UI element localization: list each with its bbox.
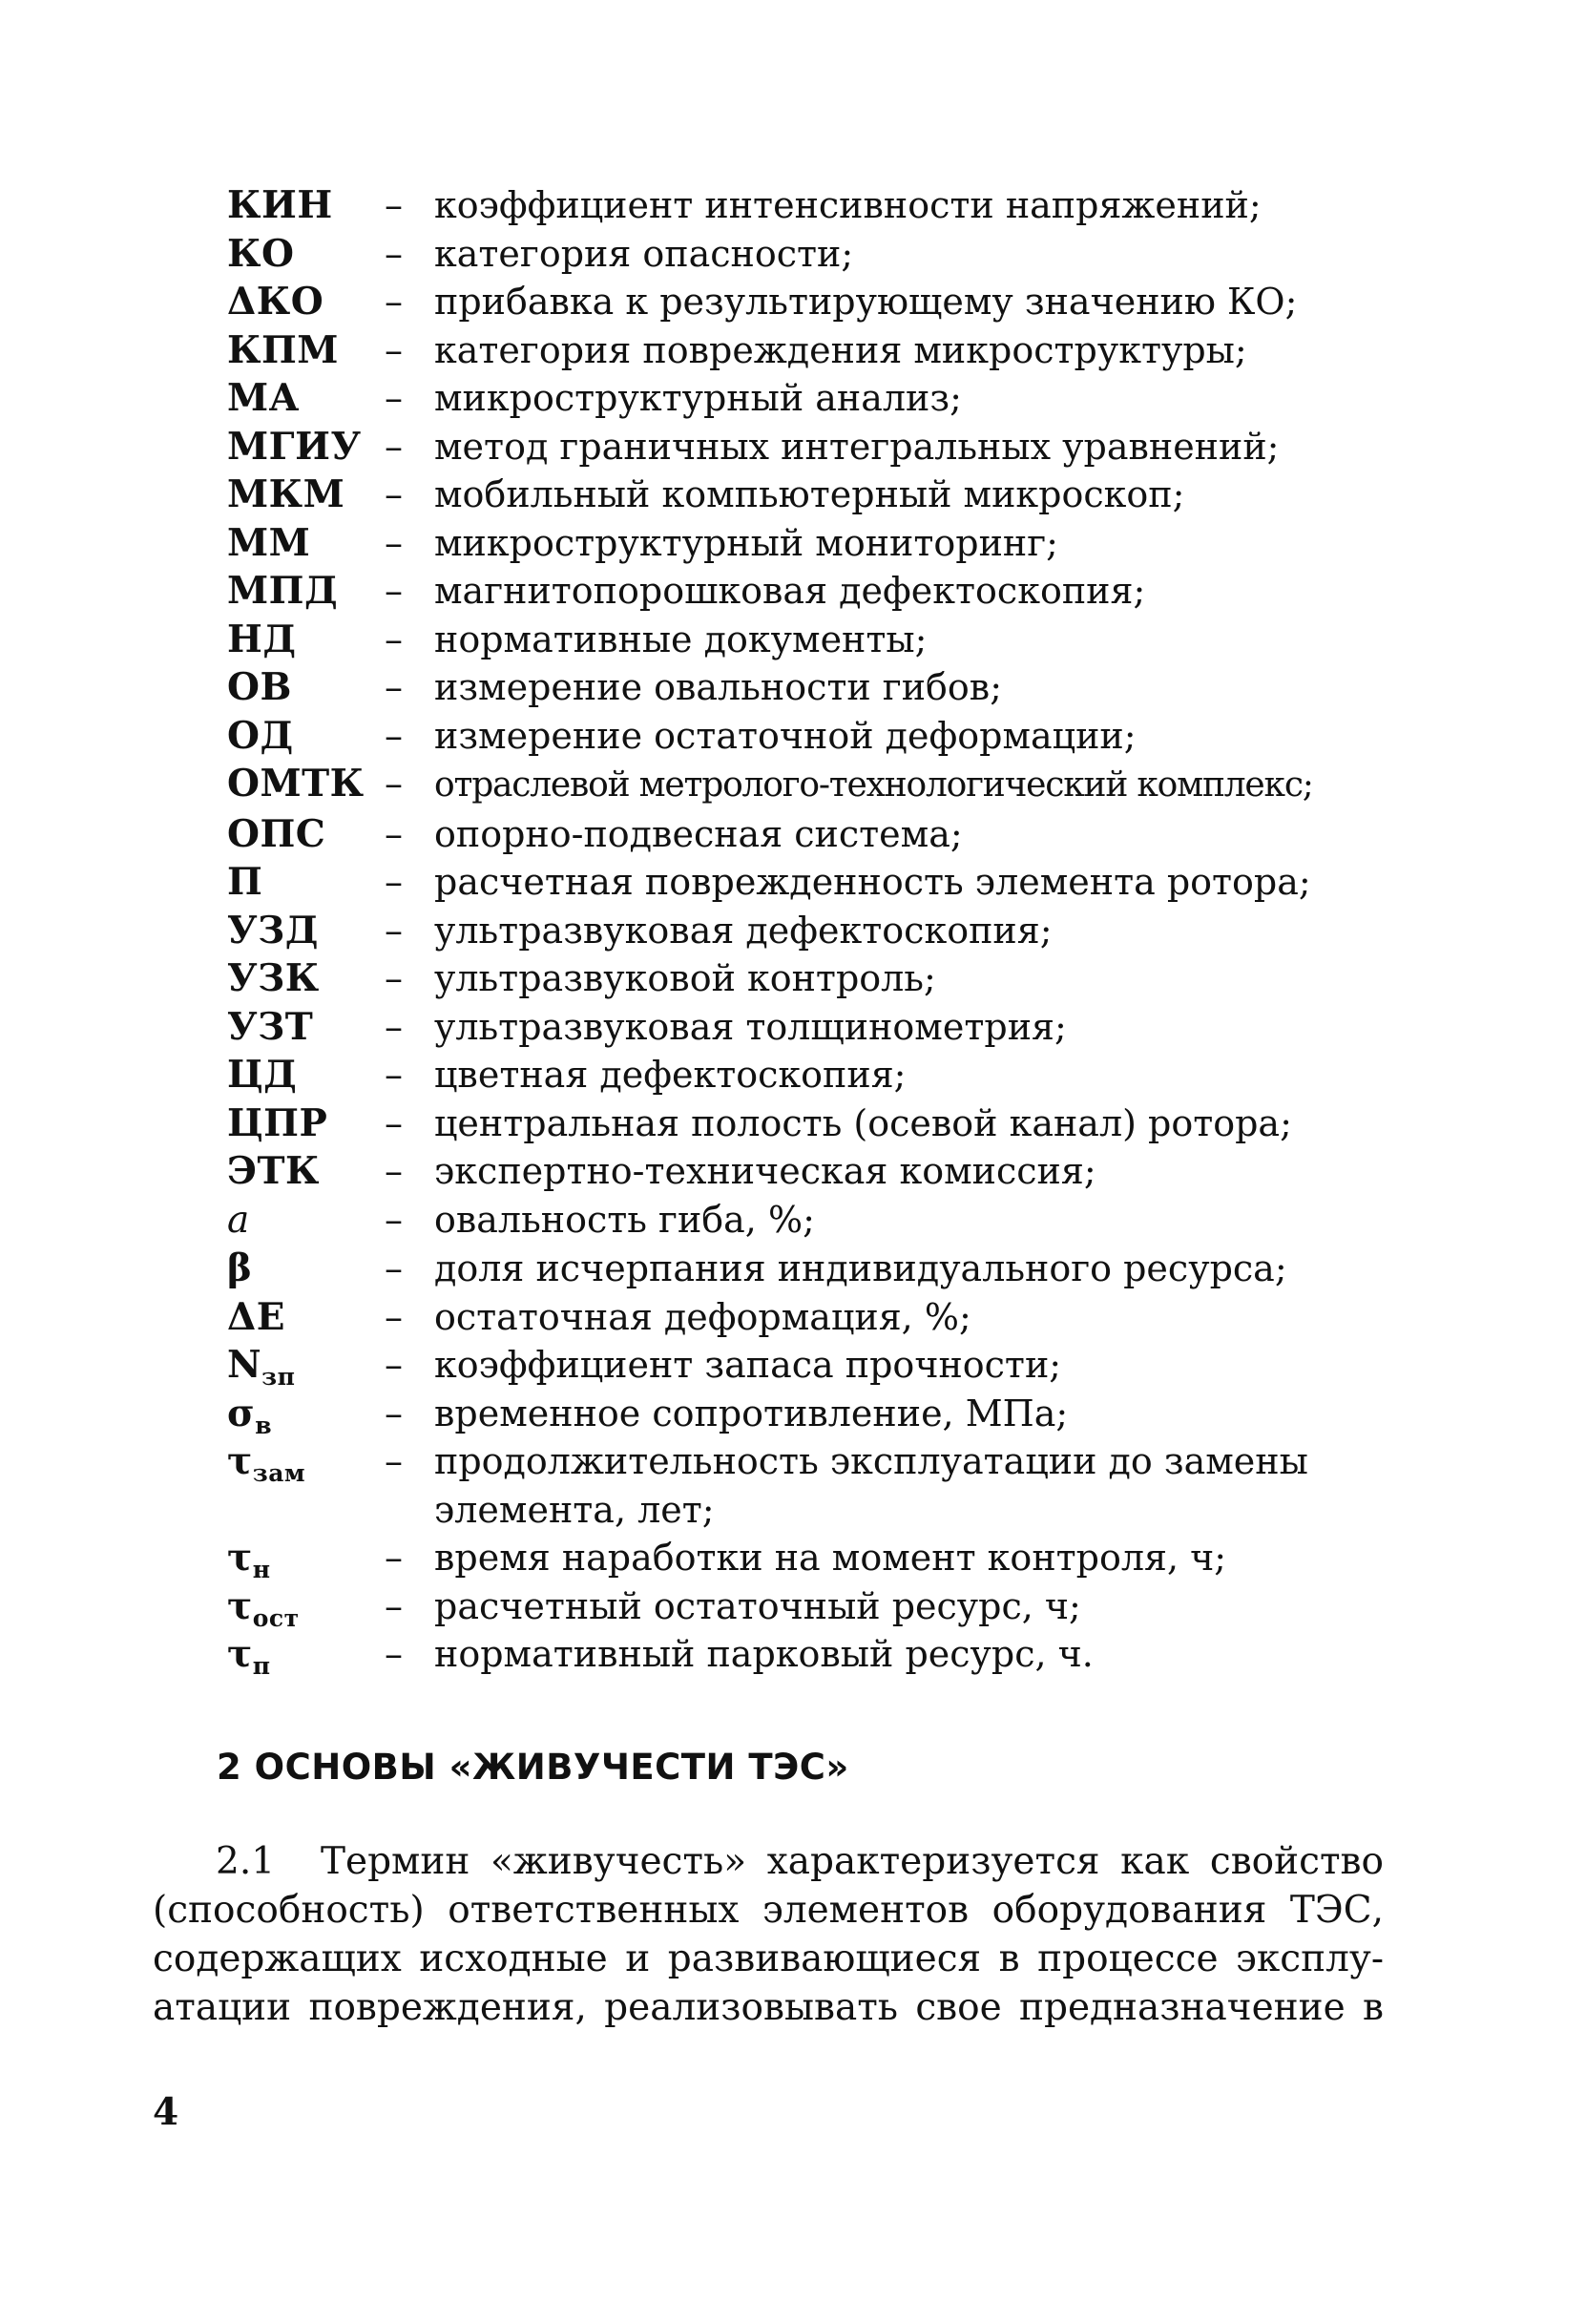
- abbreviation-symbol: ЦД: [227, 1053, 298, 1097]
- abbreviation-term: [227, 1051, 385, 1099]
- abbreviation-description: микроструктурный анализ;: [434, 377, 962, 419]
- abbreviation-description: нормативный парковый ресурс, ч.: [434, 1633, 1094, 1675]
- abbreviation-term: [227, 858, 385, 907]
- abbreviation-description: экспертно-техническая комиссия;: [434, 1150, 1096, 1192]
- abbreviation-term: [227, 1341, 385, 1390]
- abbreviation-description: расчетная поврежденность элемента ротора;: [434, 861, 1311, 903]
- abbreviation-term: [227, 230, 385, 279]
- abbreviation-row: [227, 760, 1429, 810]
- abbreviation-description: центральная полость (осевой канал) ротора;: [434, 1101, 1292, 1144]
- abbreviation-description: время наработки на момент контроля, ч;: [434, 1537, 1227, 1579]
- abbreviation-row: [227, 858, 1429, 907]
- dash-separator: –: [385, 1054, 403, 1096]
- abbreviation-row: [227, 519, 1429, 568]
- abbreviation-description: временное сопротивление, МПа;: [434, 1392, 1069, 1434]
- abbreviation-symbol: ОПС: [227, 811, 326, 856]
- abbreviation-term: [227, 1003, 385, 1052]
- abbreviation-description: коэффициент запаса прочности;: [434, 1344, 1062, 1386]
- dash-separator: –: [385, 521, 403, 564]
- dash-separator: –: [385, 425, 403, 468]
- dash-separator: –: [385, 1295, 403, 1338]
- abbreviation-row: [227, 278, 1429, 326]
- abbreviation-symbol: ОВ: [227, 665, 292, 709]
- dash-separator: –: [385, 714, 403, 757]
- abbreviation-term: [227, 567, 385, 616]
- paragraph-number: 2.1: [216, 1840, 276, 1883]
- abbreviation-row: [227, 663, 1429, 712]
- abbreviation-description: магнитопорошковая дефектоскопия;: [434, 570, 1146, 612]
- dash-separator: –: [385, 1101, 403, 1144]
- abbreviation-symbol: β: [227, 1246, 253, 1290]
- abbreviation-description: отраслевой метролого-технологический комплекс;: [434, 765, 1313, 805]
- dash-separator: –: [385, 618, 403, 660]
- abbreviation-term: [227, 954, 385, 1003]
- abbreviation-row: [227, 907, 1429, 955]
- abbreviation-row: [227, 1630, 1429, 1679]
- page-number: 4: [153, 2090, 179, 2134]
- abbreviation-term: [227, 1147, 385, 1196]
- abbreviation-symbol: ОД: [227, 713, 294, 758]
- abbreviation-description: овальность гиба, %;: [434, 1198, 815, 1241]
- abbreviation-symbol: ΔЕ: [227, 1294, 285, 1339]
- abbreviation-description: категория опасности;: [434, 232, 854, 275]
- abbreviation-term: [227, 1293, 385, 1342]
- abbreviation-subscript: в: [255, 1411, 273, 1439]
- paragraph-line: (способность) ответственных элементов оборудования ТЭС,: [153, 1889, 1384, 1932]
- abbreviation-row: [227, 326, 1429, 375]
- dash-separator: –: [385, 1005, 403, 1048]
- abbreviation-symbol: ЭТК: [227, 1149, 321, 1193]
- abbreviation-description: продолжительность эксплуатации до замены элемента, лет;: [434, 1440, 1308, 1531]
- dash-separator: –: [385, 666, 403, 708]
- abbreviation-symbol: НД: [227, 617, 297, 661]
- abbreviation-symbol: П: [227, 860, 263, 904]
- abbreviation-term: [227, 810, 385, 859]
- dash-separator: –: [385, 184, 403, 226]
- abbreviation-row: [227, 1437, 1429, 1534]
- abbreviation-description: категория повреждения микроструктуры;: [434, 328, 1247, 371]
- abbreviation-row: [227, 954, 1429, 1003]
- abbreviation-row: [227, 471, 1429, 519]
- abbreviation-description: коэффициент интенсивности напряжений;: [434, 184, 1262, 226]
- abbreviation-symbol: КПМ: [227, 327, 339, 372]
- dash-separator: –: [385, 1150, 403, 1192]
- abbreviation-symbol: УЗД: [227, 908, 319, 953]
- abbreviation-term: [227, 1390, 385, 1438]
- abbreviation-row: [227, 423, 1429, 471]
- dash-separator: –: [385, 1440, 403, 1482]
- abbreviation-description: ультразвуковая толщинометрия;: [434, 1005, 1067, 1048]
- abbreviation-row: [227, 1147, 1429, 1196]
- abbreviation-description: микроструктурный мониторинг;: [434, 521, 1058, 564]
- abbreviation-symbol: МКМ: [227, 472, 345, 516]
- dash-separator: –: [385, 861, 403, 903]
- abbreviation-subscript: ост: [252, 1603, 300, 1632]
- abbreviation-term: [227, 181, 385, 230]
- abbreviation-symbol: τ: [227, 1439, 253, 1483]
- section-paragraph: [153, 1837, 1384, 2032]
- abbreviation-symbol: τ: [227, 1583, 253, 1628]
- abbreviation-row: [227, 1099, 1429, 1148]
- abbreviation-row: [227, 712, 1429, 761]
- abbreviation-symbol: ММ: [227, 520, 311, 565]
- abbreviation-row: [227, 1390, 1429, 1438]
- abbreviation-symbol: УЗТ: [227, 1004, 314, 1049]
- dash-separator: –: [385, 1344, 403, 1386]
- dash-separator: –: [385, 473, 403, 515]
- dash-separator: –: [385, 328, 403, 371]
- abbreviation-symbol: КО: [227, 231, 295, 276]
- abbreviation-symbol: τ: [227, 1536, 253, 1580]
- dash-separator: –: [385, 1537, 403, 1579]
- abbreviation-term: [227, 326, 385, 375]
- dash-separator: –: [385, 1247, 403, 1289]
- abbreviation-description: ультразвуковой контроль;: [434, 957, 936, 999]
- abbreviation-row: [227, 1534, 1429, 1582]
- abbreviation-row: [227, 1051, 1429, 1099]
- abbreviation-symbol: УЗК: [227, 956, 320, 1000]
- abbreviation-term: [227, 519, 385, 568]
- abbreviation-description: ультразвуковая дефектоскопия;: [434, 909, 1053, 952]
- abbreviation-description: доля исчерпания индивидуального ресурса;: [434, 1247, 1287, 1289]
- abbreviation-row: [227, 1341, 1429, 1390]
- abbreviation-term: [227, 760, 385, 808]
- dash-separator: –: [385, 957, 403, 999]
- abbreviation-subscript: зп: [261, 1363, 296, 1391]
- abbreviation-description: опорно-подвесная система;: [434, 812, 963, 855]
- abbreviation-description: метод граничных интегральных уравнений;: [434, 425, 1280, 468]
- abbreviation-subscript: п: [252, 1652, 271, 1680]
- abbreviation-symbol: ОМТК: [227, 762, 365, 806]
- abbreviation-symbol: τ: [227, 1632, 253, 1676]
- dash-separator: –: [385, 1392, 403, 1434]
- section-heading: 2 ОСНОВЫ «ЖИВУЧЕСТИ ТЭС»: [217, 1747, 849, 1788]
- abbreviation-symbol: N: [227, 1343, 262, 1387]
- dash-separator: –: [385, 763, 403, 805]
- abbreviation-term: [227, 1437, 385, 1486]
- abbreviation-symbol: МПД: [227, 569, 339, 613]
- dash-separator: –: [385, 232, 403, 275]
- abbreviation-symbol: a: [227, 1198, 250, 1242]
- abbreviation-symbol: МГИУ: [227, 424, 362, 469]
- paragraph-line: атации повреждения, реализовывать свое предназначение в: [153, 1986, 1384, 2029]
- abbreviation-symbol: σ: [227, 1391, 256, 1435]
- abbreviation-term: [227, 1099, 385, 1148]
- abbreviation-symbol: ЦПР: [227, 1100, 328, 1145]
- abbreviation-subscript: зам: [252, 1459, 306, 1487]
- abbreviation-term: [227, 278, 385, 326]
- dash-separator: –: [385, 1633, 403, 1675]
- dash-separator: –: [385, 909, 403, 952]
- abbreviation-symbol: КИН: [227, 183, 333, 227]
- abbreviation-term: [227, 616, 385, 664]
- abbreviation-subscript: н: [252, 1556, 271, 1583]
- dash-separator: –: [385, 1584, 403, 1627]
- abbreviation-term: [227, 1534, 385, 1582]
- abbreviation-description: нормативные документы;: [434, 618, 928, 660]
- abbreviation-term: [227, 471, 385, 519]
- paragraph-line-text: Термин «живучесть» характеризуется как свойство: [321, 1840, 1384, 1883]
- abbreviation-term: [227, 374, 385, 423]
- abbreviation-description: прибавка к результирующему значению КО;: [434, 281, 1298, 323]
- abbreviation-description: расчетный остаточный ресурс, ч;: [434, 1584, 1081, 1627]
- abbreviation-row: [227, 1582, 1429, 1631]
- dash-separator: –: [385, 570, 403, 612]
- abbreviation-symbol: ΔКО: [227, 280, 324, 324]
- abbreviation-term: [227, 712, 385, 761]
- abbreviation-term: [227, 423, 385, 471]
- abbreviation-row: [227, 810, 1429, 859]
- abbreviation-description: цветная дефектоскопия;: [434, 1054, 907, 1096]
- abbreviation-row: [227, 616, 1429, 664]
- paragraph-line: [153, 1837, 1384, 1886]
- abbreviation-term: [227, 663, 385, 712]
- abbreviation-row: [227, 181, 1429, 230]
- abbreviation-term: [227, 907, 385, 955]
- abbreviation-description: мобильный компьютерный микроскоп;: [434, 473, 1185, 515]
- dash-separator: –: [385, 812, 403, 855]
- abbreviation-term: [227, 1197, 385, 1246]
- dash-separator: –: [385, 377, 403, 419]
- dash-separator: –: [385, 1198, 403, 1241]
- abbreviation-description: измерение остаточной деформации;: [434, 714, 1137, 757]
- abbreviation-row: [227, 567, 1429, 616]
- abbreviation-list: [227, 181, 1429, 1679]
- dash-separator: –: [385, 281, 403, 323]
- abbreviation-term: [227, 1582, 385, 1631]
- abbreviation-row: [227, 1293, 1429, 1342]
- abbreviation-term: [227, 1245, 385, 1293]
- abbreviation-row: [227, 374, 1429, 423]
- abbreviation-description: остаточная деформация, %;: [434, 1295, 971, 1338]
- paragraph-line: содержащих исходные и развивающиеся в процессе эксплу-: [153, 1937, 1384, 1980]
- abbreviation-row: [227, 1196, 1429, 1246]
- abbreviation-term: [227, 1630, 385, 1679]
- abbreviation-symbol: МА: [227, 376, 300, 420]
- abbreviation-row: [227, 1245, 1429, 1293]
- abbreviation-description: измерение овальности гибов;: [434, 666, 1002, 708]
- abbreviation-row: [227, 1003, 1429, 1052]
- abbreviation-row: [227, 230, 1429, 279]
